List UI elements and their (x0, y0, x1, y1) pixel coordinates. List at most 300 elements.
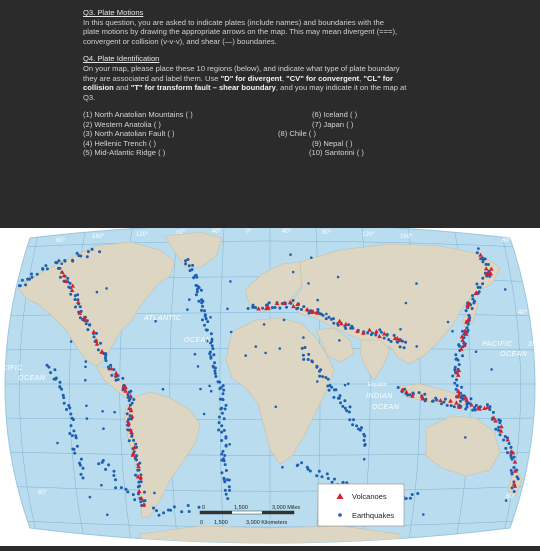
earthquake-point (209, 357, 212, 360)
earthquake-point (220, 453, 223, 456)
earthquake-point (180, 510, 183, 513)
earthquake-point (300, 308, 303, 311)
earthquake-point (72, 418, 75, 421)
earthquake-point (409, 393, 412, 396)
earthquake-point (310, 256, 313, 259)
q3-paragraph (83, 18, 463, 47)
earthquake-point (47, 366, 50, 369)
lon-label: 80° (322, 230, 332, 236)
earthquake-point (76, 252, 79, 255)
earthquake-point (343, 399, 346, 402)
earthquake-point (274, 306, 277, 309)
assignment-document (0, 0, 540, 228)
earthquake-point (230, 331, 233, 334)
earthquake-point (285, 306, 288, 309)
earthquake-point (152, 507, 155, 510)
earthquake-point (188, 510, 191, 513)
earthquake-point (213, 370, 216, 373)
earthquake-point (85, 360, 88, 363)
earthquake-point (476, 283, 479, 286)
earthquake-point (399, 328, 402, 331)
earthquake-point (338, 339, 341, 342)
earthquake-point (97, 462, 100, 465)
earthquake-point (86, 328, 89, 331)
earthquake-point (99, 342, 102, 345)
earthquake-point (224, 489, 227, 492)
legend-volcanoes: Volcanoes (352, 492, 387, 501)
earthquake-point (283, 319, 286, 322)
earthquake-point (339, 394, 342, 397)
earthquake-point (316, 380, 319, 383)
earthquake-point (338, 397, 341, 400)
earthquake-point (468, 402, 471, 405)
earthquake-point (464, 436, 467, 439)
earthquake-point (330, 386, 333, 389)
earthquake-point (359, 429, 362, 432)
earthquake-point (446, 404, 449, 407)
earthquake-point (459, 400, 462, 403)
earthquake-point (228, 489, 231, 492)
earthquake-point (62, 394, 65, 397)
earthquake-point (138, 485, 141, 488)
earthquake-point (210, 332, 213, 335)
earthquake-point (453, 382, 456, 385)
earthquake-point (104, 357, 107, 360)
earthquake-point (218, 421, 221, 424)
earthquake-point (192, 276, 195, 279)
legend-earthquakes: Earthquakes (352, 511, 395, 520)
earthquake-point (506, 451, 509, 454)
earthquake-point (134, 443, 137, 446)
earthquake-point (275, 406, 278, 409)
earthquake-point (278, 307, 281, 310)
earthquake-point (325, 317, 328, 320)
earthquake-point (121, 377, 124, 380)
earthquake-point (279, 347, 282, 350)
earthquake-point (126, 412, 129, 415)
earthquake-icon (338, 513, 342, 517)
earthquake-point (49, 371, 52, 374)
scale-miles-1500: 1,500 (234, 505, 248, 511)
earthquake-point (344, 384, 347, 387)
earthquake-point (86, 417, 89, 420)
earthquake-point (59, 381, 62, 384)
earthquake-point (399, 345, 402, 348)
q3-line: plate motions by drawing the appropriate arrows on the map. This may mean divergent (===), (83, 27, 398, 37)
earthquake-point (82, 477, 85, 480)
earthquake-point (66, 277, 69, 280)
earthquake-point (212, 366, 215, 369)
earthquake-point (89, 496, 92, 499)
earthquake-point (79, 255, 82, 258)
earthquake-point (363, 444, 366, 447)
earthquake-point (133, 498, 136, 501)
earthquake-point (80, 458, 83, 461)
earthquake-point (41, 267, 44, 270)
earthquake-point (318, 470, 321, 473)
earthquake-point (366, 331, 369, 334)
earthquake-point (380, 331, 383, 334)
earthquake-point (201, 318, 204, 321)
q4-line: they are associated and label them. Use "D" for divergent, "CV" for convergent, "CL" for (83, 73, 393, 83)
earthquake-point (281, 466, 284, 469)
earthquake-point (195, 293, 198, 296)
earthquake-point (84, 379, 87, 382)
earthquake-point (466, 406, 469, 409)
earthquake-point (71, 259, 74, 262)
earthquake-point (401, 340, 404, 343)
earthquake-point (162, 388, 165, 391)
earthquake-point (91, 248, 94, 251)
earthquake-point (304, 346, 307, 349)
region-list (83, 110, 463, 170)
earthquake-point (471, 409, 474, 412)
earthquake-point (499, 433, 502, 436)
earthquake-point (444, 398, 447, 401)
earthquake-point (114, 478, 117, 481)
earthquake-point (470, 397, 473, 400)
earthquake-point (60, 262, 63, 265)
earthquake-point (184, 262, 187, 265)
q4-line: On your map, please place these 10 regions (below), and indicate what type of plate boundary (83, 63, 400, 73)
earthquake-point (107, 463, 110, 466)
earthquake-point (315, 474, 318, 477)
earthquake-point (475, 404, 478, 407)
earthquake-point (113, 470, 116, 473)
earthquake-point (271, 306, 274, 309)
lat-label: 60° (38, 490, 48, 496)
earthquake-point (499, 420, 502, 423)
earthquake-point (132, 439, 135, 442)
earthquake-point (328, 389, 331, 392)
earthquake-point (155, 509, 158, 512)
region-item: (10) Santorini ( ) (309, 148, 364, 158)
earthquake-point (247, 307, 250, 310)
earthquake-point (264, 352, 267, 355)
earthquake-point (93, 335, 96, 338)
earthquake-point (332, 322, 335, 325)
ocean-label-pacific-left-2: OCEAN (18, 375, 46, 382)
earthquake-point (321, 475, 324, 478)
region-item: (8) Chile ( ) (278, 129, 316, 139)
earthquake-point (457, 343, 460, 346)
earthquake-point (302, 358, 305, 361)
q4-line (83, 83, 463, 93)
ocean-label-indian: INDIAN (366, 393, 393, 400)
earthquake-point (197, 300, 200, 303)
earthquake-point (397, 386, 400, 389)
earthquake-point (352, 418, 355, 421)
earthquake-point (68, 432, 71, 435)
earthquake-point (504, 288, 507, 291)
earthquake-point (465, 309, 468, 312)
earthquake-point (339, 401, 342, 404)
earthquake-point (200, 309, 203, 312)
earthquake-point (220, 439, 223, 442)
earthquake-point (307, 282, 310, 285)
earthquake-point (128, 439, 131, 442)
earthquake-point (517, 477, 520, 480)
earthquake-point (144, 499, 147, 502)
earthquake-point (125, 488, 128, 491)
earthquake-point (86, 255, 89, 258)
earthquake-point (300, 461, 303, 464)
region-item: (6) Iceland ( ) (312, 110, 358, 120)
earthquake-point (208, 385, 211, 388)
earthquake-point (474, 409, 477, 412)
earthquake-point (21, 279, 24, 282)
earthquake-point (254, 306, 257, 309)
earthquake-point (98, 250, 101, 253)
earthquake-point (74, 298, 77, 301)
earthquake-point (405, 302, 408, 305)
map-legend (318, 484, 404, 526)
earthquake-point (296, 464, 299, 467)
earthquake-point (301, 347, 304, 350)
earthquake-point (203, 413, 206, 416)
earthquake-point (60, 388, 63, 391)
q3-line: In this question, you are asked to indicate plates (include names) and boundaries with the (83, 17, 384, 27)
earthquake-point (203, 309, 206, 312)
earthquake-point (72, 429, 75, 432)
region-item: (7) Japan ( ) (312, 119, 354, 129)
earthquake-point (244, 354, 247, 357)
earthquake-point (224, 435, 227, 438)
earthquake-point (188, 264, 191, 267)
earthquake-point (348, 411, 351, 414)
scale-km-3000: 3,000 Kilometers (246, 520, 288, 526)
earthquake-point (203, 324, 206, 327)
earthquake-point (198, 506, 201, 509)
earthquake-point (63, 259, 66, 262)
earthquake-point (458, 363, 461, 366)
ocean-label-atlantic-2: OCEAN (184, 337, 212, 344)
earthquake-point (322, 314, 325, 317)
earthquake-point (412, 392, 415, 395)
earthquake-point (337, 276, 340, 279)
region-item: (9) Nepal ( ) (312, 138, 353, 148)
earthquake-point (315, 365, 318, 368)
lon-label: 80° (176, 230, 186, 236)
earthquake-point (76, 293, 79, 296)
earthquake-point (363, 439, 366, 442)
earthquake-point (355, 424, 358, 427)
earthquake-point (502, 439, 505, 442)
earthquake-point (200, 301, 203, 304)
earthquake-point (487, 263, 490, 266)
earthquake-point (53, 378, 56, 381)
earthquake-point (102, 427, 105, 430)
earthquake-point (211, 344, 214, 347)
earthquake-point (153, 492, 156, 495)
earthquake-point (205, 328, 208, 331)
earthquake-point (224, 463, 227, 466)
earthquake-point (454, 353, 457, 356)
earthquake-point (105, 287, 108, 290)
earthquake-point (220, 431, 223, 434)
earthquake-point (128, 399, 131, 402)
earthquake-point (472, 302, 475, 305)
earthquake-point (85, 322, 88, 325)
earthquake-point (128, 391, 131, 394)
earthquake-point (186, 308, 189, 311)
lat-label: 40° (518, 310, 528, 316)
earthquake-point (196, 285, 199, 288)
earthquake-point (333, 388, 336, 391)
lon-label: 160° (400, 234, 413, 240)
q4-line-text: they are associated and label them. Use (83, 73, 219, 83)
earthquake-point (212, 353, 215, 356)
region-item: (1) North Anatolian Mountains ( ) (83, 110, 193, 120)
earthquake-point (82, 467, 85, 470)
earthquake-point (228, 485, 231, 488)
earthquake-point (351, 423, 354, 426)
earthquake-point (44, 264, 47, 267)
lon-label: 160° (92, 234, 105, 240)
earthquake-point (476, 251, 479, 254)
earthquake-point (113, 411, 116, 414)
instr-tail: , and you may indicate it on the map at (275, 83, 407, 93)
earthquake-point (447, 321, 450, 324)
earthquake-point (59, 276, 62, 279)
scale-miles-3000: 3,000 Miles (272, 505, 301, 511)
earthquake-point (217, 429, 220, 432)
earthquake-point (390, 340, 393, 343)
instr-and: and (115, 83, 129, 93)
earthquake-point (333, 478, 336, 481)
earthquake-point (492, 411, 495, 414)
lon-label: 40° (282, 229, 292, 235)
earthquake-point (387, 338, 390, 341)
earthquake-point (302, 336, 305, 339)
instr-collision-code: "CL" for (363, 73, 393, 83)
earthquake-point (219, 398, 222, 401)
lon-label: 80° (56, 238, 66, 244)
earthquake-point (223, 417, 226, 420)
q4-heading: Q4. Plate Identification (83, 54, 160, 64)
earthquake-point (220, 471, 223, 474)
ocean-label-pacific-right-2: OCEAN (500, 351, 528, 358)
earthquake-point (187, 504, 190, 507)
earthquake-point (321, 375, 324, 378)
earthquake-point (70, 340, 73, 343)
earthquake-point (435, 399, 438, 402)
earthquake-point (73, 452, 76, 455)
earthquake-point (106, 514, 109, 517)
lat-label: 20° (528, 342, 538, 348)
earthquake-point (461, 394, 464, 397)
earthquake-point (36, 273, 39, 276)
ocean-label-pacific-left: CIFIC (2, 365, 23, 372)
earthquake-point (65, 408, 68, 411)
earthquake-point (440, 402, 443, 405)
earthquake-point (319, 368, 322, 371)
earthquake-point (75, 436, 78, 439)
earthquake-point (222, 398, 225, 401)
earthquake-point (173, 505, 176, 508)
earthquake-point (104, 352, 107, 355)
earthquake-point (46, 267, 49, 270)
earthquake-point (18, 284, 21, 287)
earthquake-point (326, 472, 329, 475)
earthquake-point (200, 289, 203, 292)
earthquake-point (289, 253, 292, 256)
earthquake-point (226, 308, 229, 311)
earthquake-point (415, 345, 418, 348)
world-map (0, 228, 540, 546)
earthquake-point (370, 333, 373, 336)
earthquake-point (88, 324, 91, 327)
earthquake-point (228, 479, 231, 482)
earthquake-point (418, 391, 421, 394)
earthquake-point (228, 443, 231, 446)
earthquake-point (508, 442, 511, 445)
earthquake-point (117, 378, 120, 381)
earthquake-point (510, 446, 513, 449)
earthquake-point (404, 341, 407, 344)
lon-label: 0° (246, 229, 252, 235)
antarctica-landmass (140, 526, 400, 546)
earthquake-point (214, 375, 217, 378)
earthquake-point (318, 375, 321, 378)
world-map-svg (0, 228, 540, 546)
earthquake-point (455, 358, 458, 361)
earthquake-point (350, 325, 353, 328)
earthquake-point (225, 493, 228, 496)
earthquake-point (57, 259, 60, 262)
earthquake-point (69, 413, 72, 416)
earthquake-point (84, 366, 87, 369)
earthquake-point (255, 345, 258, 348)
instr-transform: "T" for transform fault – shear boundary (130, 83, 276, 93)
earthquake-point (308, 312, 311, 315)
earthquake-point (471, 294, 474, 297)
q4-paragraph (83, 64, 463, 102)
earthquake-point (63, 402, 66, 405)
earthquake-point (423, 393, 426, 396)
earthquake-point (307, 353, 310, 356)
earthquake-point (443, 401, 446, 404)
earthquake-point (104, 468, 107, 471)
earthquake-point (316, 299, 319, 302)
lon-label: 40° (212, 229, 222, 235)
earthquake-point (471, 307, 474, 310)
earthquake-point (222, 392, 225, 395)
earthquake-point (296, 307, 299, 310)
ocean-label-indian-2: OCEAN (372, 404, 400, 411)
earthquake-point (114, 486, 117, 489)
earthquake-point (143, 491, 146, 494)
earthquake-point (162, 511, 165, 514)
earthquake-point (85, 405, 88, 408)
earthquake-point (504, 447, 507, 450)
earthquake-point (450, 404, 453, 407)
region-item: (5) Mid-Atlantic Ridge ( ) (83, 148, 166, 158)
ocean-label-atlantic: ATLANTIC (144, 315, 182, 322)
earthquake-point (112, 474, 115, 477)
earthquake-point (347, 383, 350, 386)
lat-label: 60° (506, 494, 516, 500)
earthquake-point (330, 318, 333, 321)
earthquake-point (100, 484, 103, 487)
earthquake-point (135, 458, 138, 461)
earthquake-point (74, 306, 77, 309)
earthquake-point (490, 368, 493, 371)
earthquake-point (405, 497, 408, 500)
earthquake-point (79, 305, 82, 308)
earthquake-point (326, 385, 329, 388)
earthquake-point (209, 316, 212, 319)
